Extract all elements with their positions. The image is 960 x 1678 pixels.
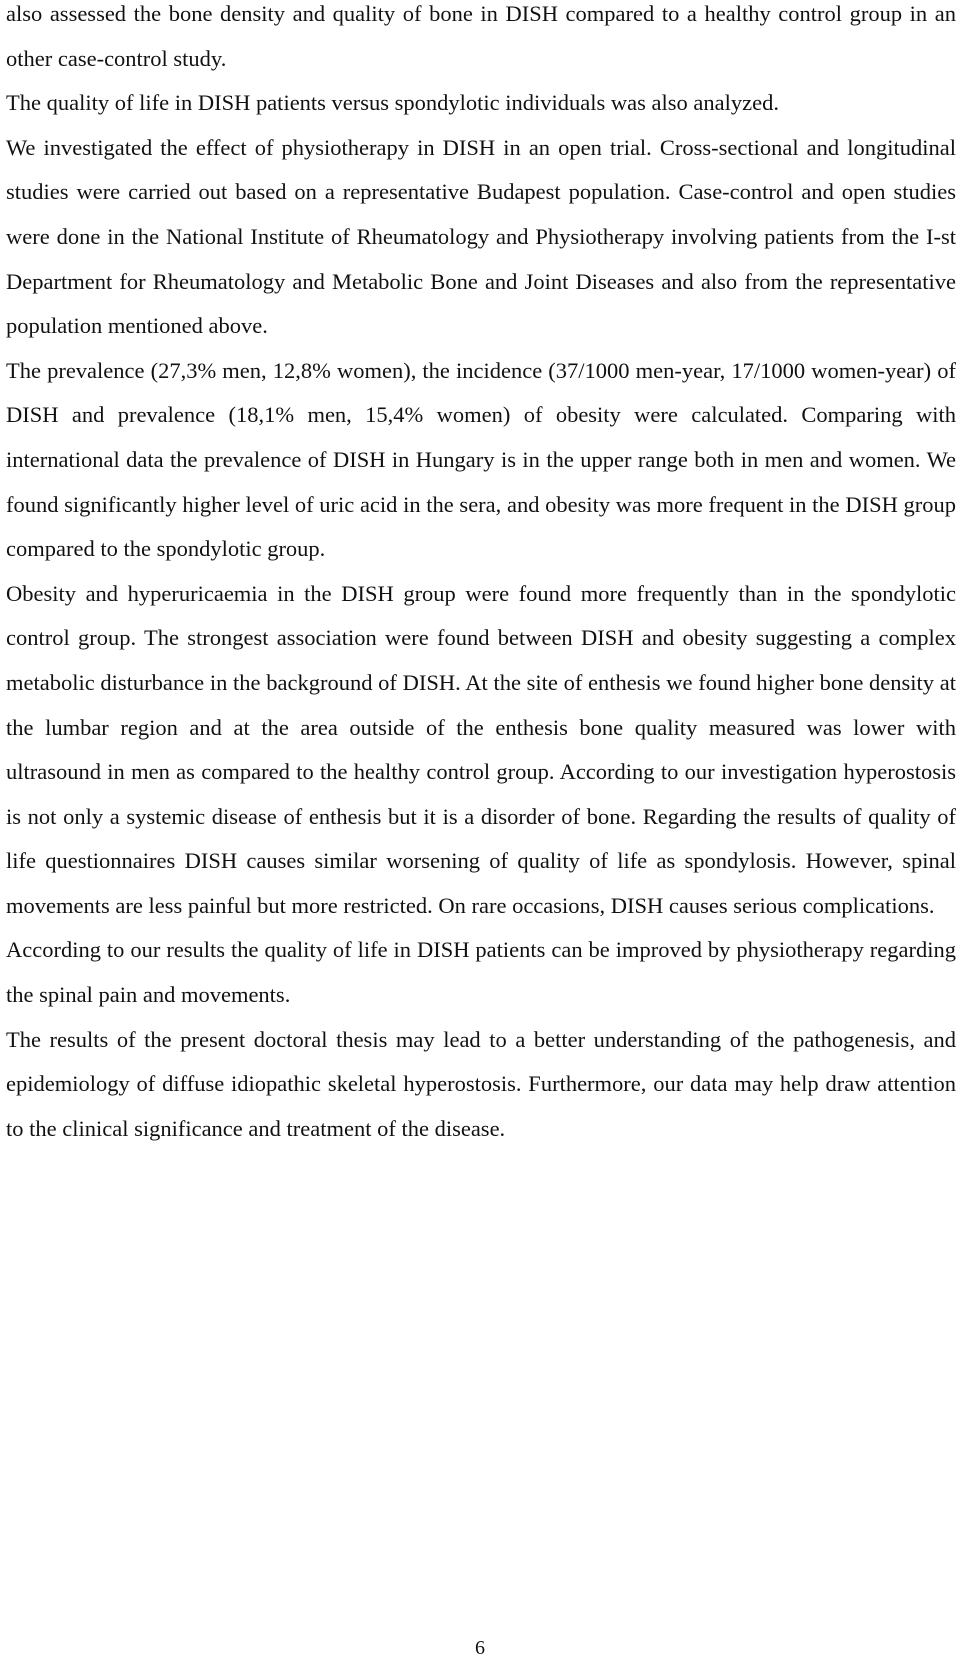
paragraph-5: Obesity and hyperuricaemia in the DISH group were found more frequently than in the spondylotic control group. The strongest association were found between DISH and obesity suggesting a complex metabolic disturbance in the background of DISH. At the site of enthesis we found higher bone density at the lumbar region and at the area outside of the enthesis bone quality measured was lower with ultrasound in men as compared to the healthy control group. According to our investigation hyperostosis is not only a systemic disease of enthesis but it is a disorder of bone. Regarding the results of quality of life questionnaires DISH causes similar worsening of quality of life as spondylosis. However, spinal movements are less painful but more restricted. On rare occasions, DISH causes serious complications.: [6, 580, 956, 918]
page-number: 6: [475, 1637, 485, 1659]
paragraph-1: also assessed the bone density and quality of bone in DISH compared to a healthy control group in an other case-control study.: [6, 1, 956, 71]
paragraph-3: We investigated the effect of physiotherapy in DISH in an open trial. Cross-sectional and longitudinal studies were carried out based on a representative Budapest population. Case-control and open studies were done in the National Institute of Rheumatology and Physiotherapy involving patients from the I-st Department for Rheumatology and Metabolic Bone and Joint Diseases and also from the representative population mentioned above.: [6, 134, 956, 339]
paragraph-6: According to our results the quality of life in DISH patients can be improved by physiotherapy regarding the spinal pain and movements.: [6, 937, 956, 1008]
paragraph-4: The prevalence (27,3% men, 12,8% women), the incidence (37/1000 men-year, 17/1000 women-year) of DISH and prevalence (18,1% men, 15,4% women) of obesity were calculated. Comparing with international data the prevalence of DISH in Hungary is in the upper range both in men and women. We found significantly higher level of uric acid in the sera, and obesity was more frequent in the DISH group compared to the spondylotic group.: [6, 357, 956, 562]
paragraph-7: The results of the present doctoral thesis may lead to a better understanding of the pathogenesis, and epidemiology of diffuse idiopathic skeletal hyperostosis. Furthermore, our data may help draw attention to the clinical significance and treatment of the disease.: [6, 1026, 956, 1141]
paragraph-2: The quality of life in DISH patients versus spondylotic individuals was also analyzed.: [6, 90, 779, 116]
body-text: [6, 0, 956, 1151]
